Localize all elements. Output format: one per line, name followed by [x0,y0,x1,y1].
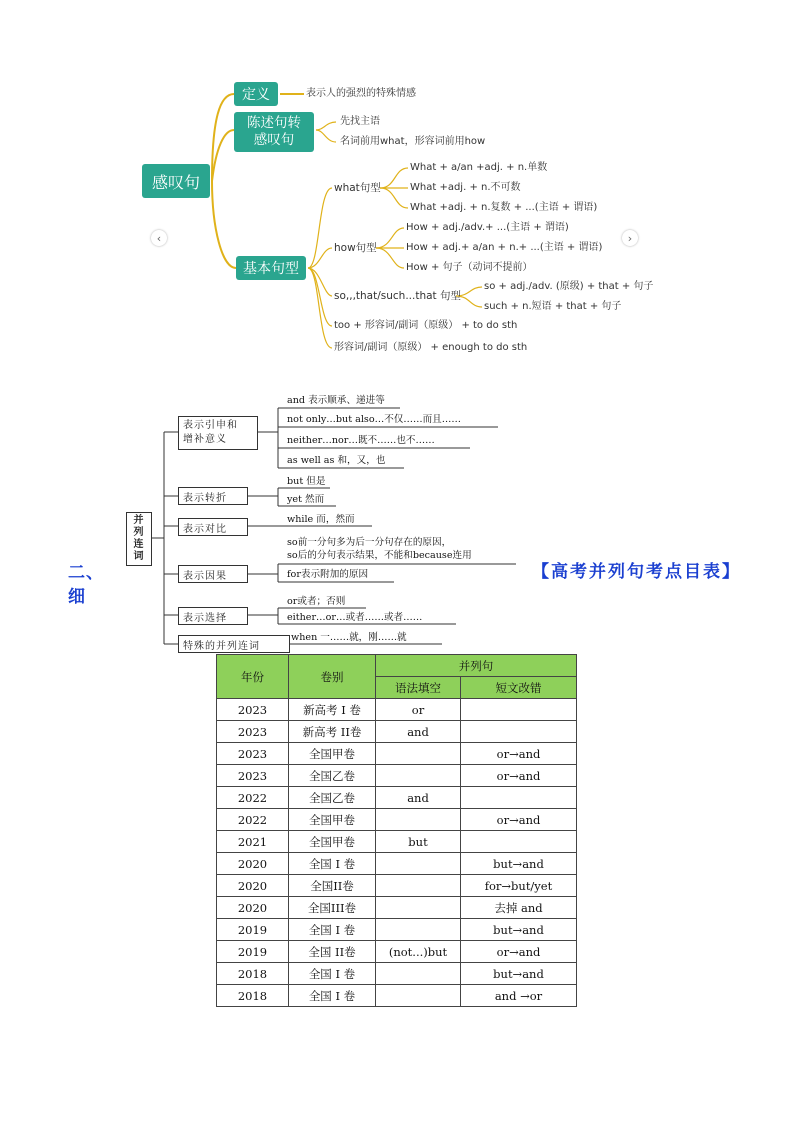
branch-convert-line1: 陈述句转 [247,115,301,131]
branch-definition: 定义 [234,82,278,106]
conjunction-mindmap [110,388,530,652]
cat-choice: 表示选择 [178,607,248,625]
cell-grammar [376,985,461,1007]
section-heading-left [68,561,104,609]
cell-year: 2021 [217,831,289,853]
branch-convert-line2: 感叹句 [253,132,295,148]
cell-paper: 全国乙卷 [289,765,376,787]
cell-correction [461,721,577,743]
extension-item-3: neither…nor…既不……也不…… [287,435,435,446]
cell-grammar: but [376,831,461,853]
cell-correction: but→and [461,853,577,875]
branch-basic: 基本句型 [236,256,306,280]
so-leaf-2: such + n.短语 + that + 句子 [484,301,622,312]
special-item-1: when 一……就，刚……就 [291,632,407,643]
cell-paper: 新高考 II卷 [289,721,376,743]
table-row [217,919,577,941]
cell-year: 2020 [217,897,289,919]
cause-item-1: so前一分句多为后一分句存在的原因， [287,537,452,548]
cell-grammar: or [376,699,461,721]
choice-item-1: or或者；否则 [287,596,346,607]
header-grammar-fill: 语法填空 [376,677,461,699]
cell-correction: and →or [461,985,577,1007]
cell-correction: or→and [461,809,577,831]
cell-paper: 全国III卷 [289,897,376,919]
root-char-4: 词 [133,551,145,562]
extension-item-1: and 表示顺承、递进等 [287,395,385,406]
cell-paper: 全国甲卷 [289,809,376,831]
cell-year: 2020 [217,875,289,897]
cell-year: 2023 [217,699,289,721]
cell-year: 2022 [217,787,289,809]
how-leaf-2: How + adj.+ a/an + n.+ ...(主语 + 谓语) [406,242,603,253]
cell-grammar [376,875,461,897]
conjunction-root [126,512,152,566]
convert-leaf-2: 名词前用what，形容词前用how [340,136,486,147]
header-group: 并列句 [376,655,577,677]
cell-paper: 全国II卷 [289,875,376,897]
cell-paper: 全国 I 卷 [289,853,376,875]
turn-item-1: but 但是 [287,476,326,487]
cause-item-3: for表示附加的原因 [287,569,369,580]
cause-item-2: so后的分句表示结果，不能和because连用 [287,550,472,561]
prev-arrow-icon[interactable]: ‹ [151,230,167,246]
root-char-2: 列 [133,527,145,538]
table-body [217,699,577,1007]
cat-cause-effect: 表示因果 [178,565,248,583]
definition-leaf: 表示人的强烈的特殊情感 [306,88,416,99]
cell-paper: 全国甲卷 [289,743,376,765]
exclamation-mindmap [140,78,654,366]
cell-paper: 全国 I 卷 [289,963,376,985]
table-row [217,699,577,721]
header-paper: 卷别 [289,655,376,699]
turn-item-2: yet 然而 [287,494,325,505]
exam-points-table [216,654,577,1007]
table-row [217,963,577,985]
cell-grammar [376,743,461,765]
cat-special: 特殊的并列连词 [178,635,290,653]
cell-correction: or→and [461,765,577,787]
table-row [217,897,577,919]
what-leaf-2: What +adj. + n.不可数 [410,182,521,193]
choice-item-2: either…or…或者……或者…… [287,612,423,623]
extension-item-2: not only…but also…不仅……而且…… [287,414,461,425]
cell-correction: but→and [461,963,577,985]
cell-correction: or→and [461,743,577,765]
cell-year: 2022 [217,809,289,831]
cell-year: 2023 [217,721,289,743]
table-row [217,831,577,853]
header-error-correction: 短文改错 [461,677,577,699]
table-row [217,787,577,809]
cat-extension-line2: 增补意义 [183,434,227,445]
table-row [217,743,577,765]
so-that-pattern-label: so,,,that/such...that 句型 [334,290,461,302]
cell-grammar: and [376,721,461,743]
cell-paper: 新高考 I 卷 [289,699,376,721]
cell-correction [461,787,577,809]
cell-paper: 全国乙卷 [289,787,376,809]
cell-grammar [376,809,461,831]
next-arrow-icon[interactable]: › [622,230,638,246]
convert-leaf-1: 先找主语 [340,116,380,127]
cell-grammar: (not...)but [376,941,461,963]
enough-pattern-leaf: 形容词/副词（原级） + enough to do sth [334,342,528,353]
section-heading-left-line1: 二、 [68,563,104,583]
table-row [217,941,577,963]
cell-paper: 全国 II卷 [289,941,376,963]
cell-correction [461,831,577,853]
cell-grammar [376,765,461,787]
cell-year: 2023 [217,765,289,787]
cell-paper: 全国甲卷 [289,831,376,853]
cell-grammar [376,963,461,985]
cell-grammar [376,897,461,919]
how-leaf-3: How + 句子（动词不提前） [406,262,533,273]
what-leaf-1: What + a/an +adj. + n.单数 [410,162,548,173]
table-row [217,853,577,875]
table-row [217,809,577,831]
cell-paper: 全国 I 卷 [289,919,376,941]
cat-extension-line1: 表示引申和 [183,420,238,431]
table-row [217,765,577,787]
how-leaf-1: How + adj./adv.+ ...(主语 + 谓语) [406,222,569,233]
cell-year: 2019 [217,941,289,963]
root-char-3: 连 [133,539,145,550]
too-pattern-leaf: too + 形容词/副词（原级） + to do sth [334,320,518,331]
how-pattern-label: how句型 [334,242,377,254]
cell-grammar [376,919,461,941]
what-pattern-label: what句型 [334,182,381,194]
header-year: 年份 [217,655,289,699]
cell-year: 2019 [217,919,289,941]
section-heading-right: 【高考并列句考点目表】 [532,562,741,582]
cell-paper: 全国 I 卷 [289,985,376,1007]
table-row [217,875,577,897]
cat-contrast-turn: 表示转折 [178,487,248,505]
cell-grammar [376,853,461,875]
cat-comparison: 表示对比 [178,518,248,536]
cat-extension [178,416,258,450]
extension-item-4: as well as 和，又，也 [287,455,386,466]
branch-convert [234,112,314,152]
cell-correction: or→and [461,941,577,963]
cell-correction [461,699,577,721]
table-row [217,985,577,1007]
root-node: 感叹句 [142,164,210,198]
root-char-1: 并 [133,515,145,526]
table-row [217,721,577,743]
cell-correction: for→but/yet [461,875,577,897]
cell-year: 2023 [217,743,289,765]
cell-correction: 去掉 and [461,897,577,919]
cell-correction: but→and [461,919,577,941]
cell-year: 2020 [217,853,289,875]
so-leaf-1: so + adj./adv. (原级) + that + 句子 [484,281,654,292]
section-heading-left-line2: 细 [68,587,86,607]
cell-year: 2018 [217,963,289,985]
cell-year: 2018 [217,985,289,1007]
comparison-item-1: while 而，然而 [287,514,355,525]
what-leaf-3: What +adj. + n.复数 + ...(主语 + 谓语) [410,202,598,213]
cell-grammar: and [376,787,461,809]
